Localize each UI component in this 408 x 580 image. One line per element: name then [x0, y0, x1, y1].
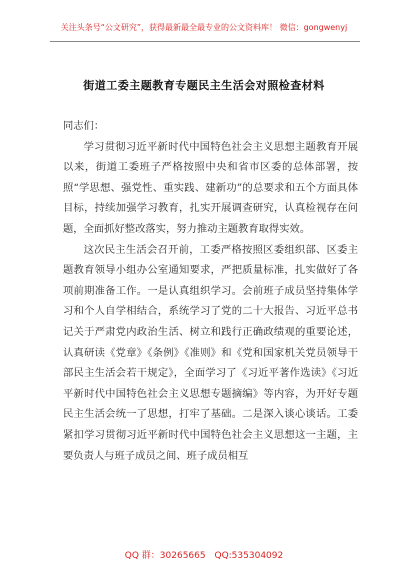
paragraph-1: 学习贯彻习近平新时代中国特色社会主义思想主题教育开展以来，街道工委班子严格按照中央和省市区委的总体部署，按照“学思想、强党性、重实践、建新功”的总要求和五个方面具体目标，持续加强学习教育，扎实开展调查研究，认真检视存在问题，全面抓好整改落实，努力推动主题教育取得实效。: [63, 140, 358, 235]
header-divider: [50, 41, 360, 42]
paragraph-2: 这次民主生活会召开前，工委严格按照区委组织部、区委主题教育领导小组办公室通知要求，严把质量标准，扎实做好了各项前期准备工作。一是认真组织学习。会前班子成员坚持集体学习和个人自学相结合，系统学习了党的二十大报告、习近平总书记关于严肃党内政治生活、树立和践行正确政绩观的重要论述，认真研读《党章》《条例》《准则》和《党和国家机关党员领导干部民主生活会若干规定》，全面学习了《习近平著作选读》《习近平新时代中国特色社会主义思想专题摘编》等内容，为开好专题民主生活会统一了思想，打牢了基础。二是深入谈心谈话。工委紧扣学习贯彻习近平新时代中国特色社会主义思想这一主题，主要负责人与班子成员之间、班子成员相互: [63, 243, 358, 462]
footer-qq-group: QQ 群：30265665: [124, 551, 206, 561]
document-body: [63, 116, 358, 466]
footer-qq: QQ:535304092: [214, 551, 284, 561]
document-title: 街道工委主题教育专题民主生活会对照检查材料: [83, 79, 325, 92]
footer-contact: [0, 548, 408, 561]
greeting: 同志们：: [63, 120, 105, 132]
header-notice: 关注头条号“公文研究”，获得最新最全最专业的公文资料库！ 微信：gongwenyj: [60, 23, 348, 32]
